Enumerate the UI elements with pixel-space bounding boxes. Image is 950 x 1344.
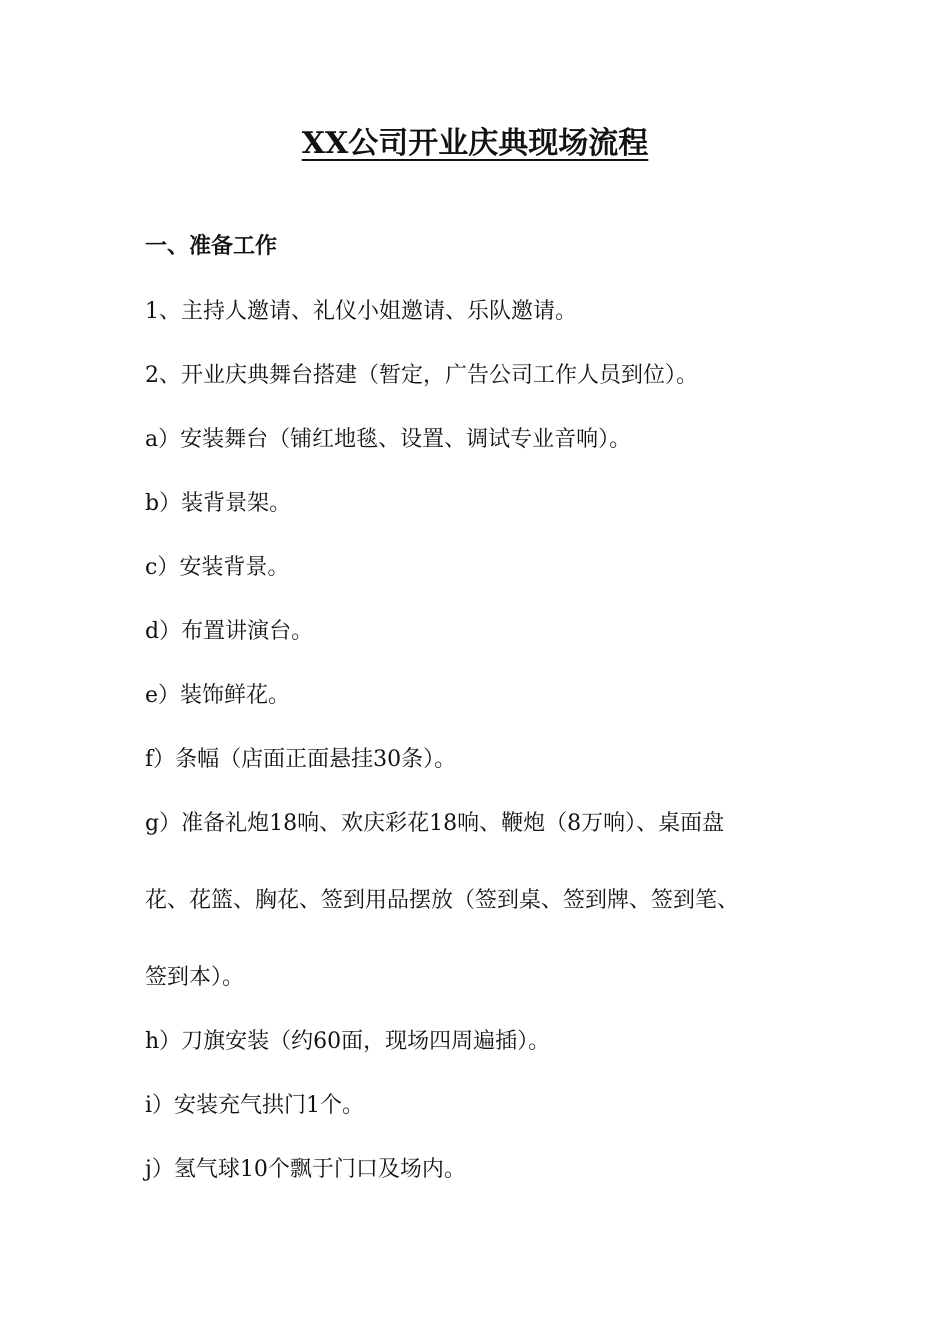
paragraph-item-g-line-2: 花、花篮、胸花、签到用品摆放（签到桌、签到牌、签到笔、	[145, 888, 740, 913]
paragraph-item-2: 2、开业庆典舞台搭建（暂定，广告公司工作人员到位）。	[145, 363, 698, 388]
paragraph-item-g-line-1: g）准备礼炮18响、欢庆彩花18响、鞭炮（8万响）、桌面盘	[145, 811, 725, 836]
paragraph-item-h: h）刀旗安装（约60面，现场四周遍插）。	[145, 1029, 551, 1054]
document-title-text: XX公司开业庆典现场流程	[301, 126, 649, 161]
paragraph-item-b: b）装背景架。	[145, 491, 292, 516]
paragraph-item-g-line-3: 签到本）。	[145, 965, 245, 990]
paragraph-item-c: c）安装背景。	[145, 555, 290, 580]
paragraph-item-d: d）布置讲演台。	[145, 619, 314, 644]
paragraph-item-f: f）条幅（店面正面悬挂30条）。	[145, 747, 457, 772]
paragraph-item-i: i）安装充气拱门1个。	[145, 1093, 365, 1118]
paragraph-item-e: e）装饰鲜花。	[145, 683, 291, 708]
paragraph-item-1: 1、主持人邀请、礼仪小姐邀请、乐队邀请。	[145, 299, 577, 324]
section-heading-preparation: 一、准备工作	[145, 233, 278, 259]
document-title	[0, 120, 950, 168]
paragraph-item-a: a）安装舞台（铺红地毯、设置、调试专业音响）。	[145, 427, 632, 452]
paragraph-item-j: j）氢气球10个飘于门口及场内。	[145, 1157, 466, 1182]
